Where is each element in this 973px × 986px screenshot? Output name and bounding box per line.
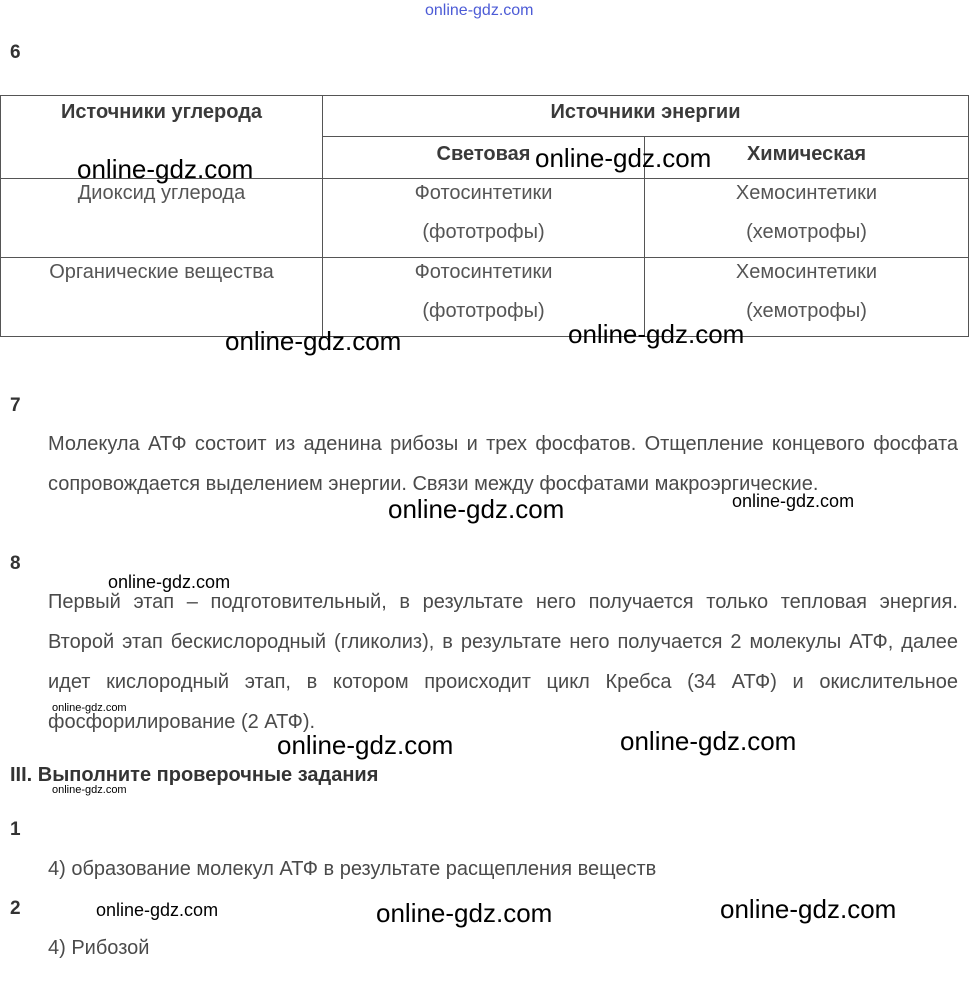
table-row [1,258,969,337]
watermark: online-gdz.com [225,326,402,356]
watermark: online-gdz.com [108,572,231,592]
answer-paragraph-8: Первый этап – подготовительный, в результате него получается только тепловая энергия. Второй этап бескислородный (гликолиз), в результате него получается 2 молекулы АТФ, далее идет кислородный этап, в котором происходит цикл Кребса (34 АТФ) и окислительное фосфорилирование (2 АТФ). [48,591,958,733]
watermark: online-gdz.com [535,143,712,173]
watermark: online-gdz.com [720,894,897,924]
header-light: Световая [323,137,645,179]
header-carbon-sources: Источники углерода [1,96,323,179]
test-answer-1: 4) образование молекул АТФ в результате расщепления веществ [48,858,657,880]
test-answer-2: 4) Рибозой [48,937,150,959]
watermark: online-gdz.com [620,726,797,756]
carbon-energy-table [0,95,969,337]
cell-source: Диоксид углерода [1,179,323,258]
header-energy-sources: Источники энергии [323,96,969,137]
question-number-8: 8 [10,553,21,574]
watermark: online-gdz.com [52,702,127,714]
cell-light: Фотосинтетики (фототрофы) [323,179,645,258]
question-number-6: 6 [10,42,21,63]
watermark: online-gdz.com [388,494,565,524]
cell-chemical: Хемосинтетики (хемотрофы) [645,258,969,337]
watermark: online-gdz.com [77,154,254,184]
watermark: online-gdz.com [277,730,454,760]
watermark: online-gdz.com [52,784,127,796]
watermark: online-gdz.com [568,319,745,349]
cell-chemical: Хемосинтетики (хемотрофы) [645,179,969,258]
answer-paragraph-7: Молекула АТФ состоит из аденина рибозы и трех фосфатов. Отщепление концевого фосфата сопровождается выделением энергии. Связи между фосфатами макроэргические. [48,433,958,495]
cell-source: Органические вещества [1,258,323,337]
cell-light: Фотосинтетики (фототрофы) [323,258,645,337]
watermark: online-gdz.com [376,898,553,928]
test-number-2: 2 [10,898,21,919]
test-number-1: 1 [10,819,21,840]
section-title: III. Выполните проверочные задания [10,764,379,786]
table-row [1,179,969,258]
watermark: online-gdz.com [732,491,855,511]
watermark-top: online-gdz.com [425,2,534,19]
watermark: online-gdz.com [96,900,219,920]
question-number-7: 7 [10,395,21,416]
header-chemical: Химическая [645,137,969,179]
